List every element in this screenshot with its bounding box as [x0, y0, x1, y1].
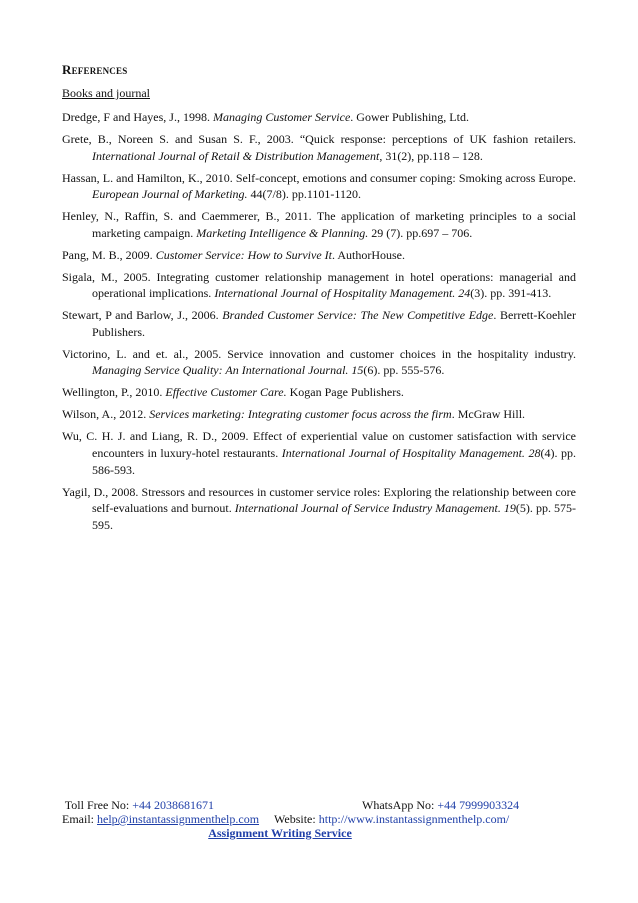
- reference-title-italic: International Journal of Service Industry Management. 19: [234, 501, 516, 516]
- email-label: Email:: [62, 812, 97, 826]
- reference-title-italic: Customer Service: How to Survive It: [155, 247, 332, 262]
- reference-text: Yagil, D., 2008. Stressors and resources in customer service roles: Exploring the relationship between core self-evaluations and burnout.: [62, 484, 576, 516]
- reference-entry: [62, 247, 576, 264]
- reference-text: . McGraw Hill.: [451, 407, 526, 422]
- reference-text: Hassan, L. and Hamilton, K., 2010. Self-concept, emotions and consumer coping: Smoking across Europe.: [62, 170, 576, 185]
- document-page: [62, 62, 576, 539]
- reference-title-italic: International Journal of Hospitality Management. 28: [281, 446, 541, 460]
- tollfree-label: Toll Free No:: [62, 798, 133, 812]
- reference-entry: [62, 484, 576, 534]
- reference-text: Wilson, A., 2012.: [62, 407, 150, 422]
- reference-text: . AuthorHouse.: [331, 247, 405, 262]
- reference-entry: [62, 307, 576, 340]
- reference-entry: [62, 384, 576, 401]
- reference-text: (5). pp. 575-595.: [92, 501, 576, 532]
- footer-tagline[interactable]: Assignment Writing Service: [208, 826, 352, 840]
- reference-text: Stewart, P and Barlow, J., 2006.: [62, 308, 223, 323]
- reference-title-italic: Managing Service Quality: An International Journal. 15: [92, 363, 364, 378]
- reference-text: Sigala, M., 2005. Integrating customer relationship management in hotel operations: managerial and operational implications.: [62, 269, 576, 301]
- reference-title-italic: Marketing Intelligence & Planning.: [196, 225, 369, 240]
- reference-entry: [62, 170, 576, 203]
- reference-text: Wellington, P., 2010.: [62, 385, 166, 400]
- reference-entry: [62, 346, 576, 379]
- reference-text: . Gower Publishing, Ltd.: [350, 110, 469, 124]
- reference-text: Kogan Page Publishers.: [286, 385, 404, 400]
- reference-text: , 31(2), pp.118 – 128.: [379, 148, 483, 163]
- reference-text: (3). pp. 391-413.: [470, 286, 552, 301]
- reference-title-italic: International Journal of Hospitality Management. 24: [214, 286, 471, 301]
- reference-text: . Berrett-Koehler Publishers.: [92, 308, 576, 339]
- reference-text: 44(7/8). pp.1101-1120.: [247, 187, 361, 202]
- footer-web-row: [62, 812, 582, 826]
- website-link[interactable]: http://www.instantassignmenthelp.com/: [318, 812, 510, 826]
- reference-text: (6). pp. 555-576.: [363, 363, 445, 378]
- reference-title-italic: Managing Customer Service: [212, 110, 351, 124]
- reference-entry: [62, 109, 576, 126]
- reference-title-italic: International Journal of Retail & Distribution Management: [92, 148, 380, 163]
- reference-entry: [62, 428, 576, 478]
- reference-entry: [62, 406, 576, 423]
- reference-text: Pang, M. B., 2009.: [62, 247, 156, 262]
- page-title: References: [62, 62, 128, 77]
- reference-list: [62, 109, 576, 533]
- reference-entry: [62, 208, 576, 241]
- section-subheading: Books and journal: [62, 86, 150, 100]
- whatsapp-label: WhatsApp No:: [362, 798, 438, 812]
- reference-text: 29 (7). pp.697 – 706.: [368, 225, 473, 240]
- reference-entry: [62, 131, 576, 164]
- reference-text: Henley, N., Raffin, S. and Caemmerer, B., 2011. The application of marketing principles to a social marketing campaign.: [62, 209, 576, 240]
- reference-text: Grete, B., Noreen S. and Susan S. F., 2003. “Quick response: perceptions of UK fashion retailers.: [62, 131, 576, 146]
- reference-text: Wu, C. H. J. and Liang, R. D., 2009. Effect of experiential value on customer satisfaction with service encounters in luxury-hotel restaurants.: [62, 429, 576, 460]
- reference-title-italic: Effective Customer Care.: [165, 385, 287, 400]
- reference-entry: [62, 269, 576, 302]
- reference-title-italic: European Journal of Marketing.: [92, 187, 248, 202]
- reference-title-italic: Services marketing: Integrating customer focus across the firm: [149, 407, 452, 422]
- footer-contact-row: [62, 798, 582, 812]
- website-label: Website:: [274, 812, 319, 826]
- tollfree-number[interactable]: +44 2038681671: [132, 798, 215, 812]
- whatsapp-number[interactable]: +44 7999903324: [437, 798, 520, 812]
- email-link[interactable]: help@instantassignmenthelp.com: [97, 812, 260, 826]
- reference-text: Victorino, L. and et. al., 2005. Service innovation and customer choices in the hospitality industry.: [62, 346, 576, 361]
- reference-text: Dredge, F and Hayes, J., 1998.: [62, 110, 213, 124]
- page-footer: [62, 798, 582, 840]
- reference-text: (4). pp. 586-593.: [92, 446, 576, 477]
- reference-title-italic: Branded Customer Service: The New Competitive Edge: [222, 308, 494, 323]
